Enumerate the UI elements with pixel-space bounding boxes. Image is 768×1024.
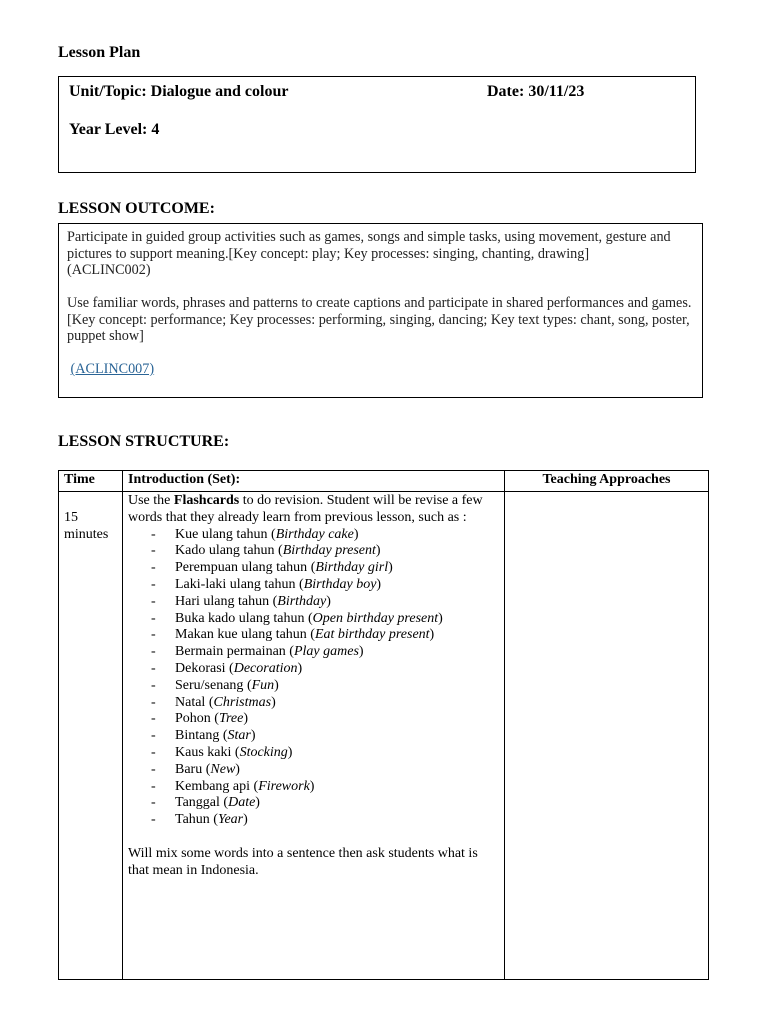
intro-paragraph: Use the Flashcards to do revision. Student will be revise a few words that they already learn from previous lesson, such as : [128, 493, 483, 525]
lesson-header-box [58, 76, 696, 173]
vocabulary-item: - Perempuan ulang tahun (Birthday girl) [128, 560, 499, 577]
vocabulary-item: - Kado ulang tahun (Birthday present) [128, 543, 499, 560]
vocabulary-item: - Bermain permainan (Play games) [128, 644, 499, 661]
lesson-structure-heading: LESSON STRUCTURE: [58, 433, 230, 450]
column-header-introduction: Introduction (Set): [123, 471, 505, 492]
lesson-outcome-box [58, 223, 703, 398]
outcome-code-1: (ACLINC002) [67, 262, 151, 278]
table-row [59, 492, 709, 980]
vocabulary-item: - Kue ulang tahun (Birthday cake) [128, 527, 499, 544]
vocabulary-item: - Hari ulang tahun (Birthday) [128, 594, 499, 611]
vocabulary-item: - Laki-laki ulang tahun (Birthday boy) [128, 577, 499, 594]
time-cell [59, 492, 123, 980]
year-level: Year Level: 4 [69, 121, 160, 138]
lesson-outcome-heading: LESSON OUTCOME: [58, 200, 215, 217]
vocabulary-item: - Natal (Christmas) [128, 695, 499, 712]
vocabulary-item: - Pohon (Tree) [128, 711, 499, 728]
vocabulary-item: - Baru (New) [128, 762, 499, 779]
unit-topic: Unit/Topic: Dialogue and colour [69, 83, 289, 100]
outcome-paragraph-1: Participate in guided group activities such as games, songs and simple tasks, using movement, gesture and pictures to support meaning.[Key concept: play; Key processes: singing, chanting, drawing] [67, 229, 671, 262]
vocabulary-item: - Bintang (Star) [128, 728, 499, 745]
vocabulary-item: - Dekorasi (Decoration) [128, 661, 499, 678]
lesson-date: Date: 30/11/23 [487, 83, 585, 100]
teaching-approaches-cell [505, 492, 709, 980]
column-header-teaching-approaches: Teaching Approaches [505, 471, 709, 492]
vocabulary-item: - Tahun (Year) [128, 812, 499, 829]
page-title: Lesson Plan [58, 44, 141, 61]
vocabulary-item: - Tanggal (Date) [128, 795, 499, 812]
vocabulary-item: - Kembang api (Firework) [128, 779, 499, 796]
column-header-time: Time [59, 471, 123, 492]
time-value: 15 minutes [64, 509, 109, 542]
vocabulary-item: - Makan kue ulang tahun (Eat birthday present) [128, 627, 499, 644]
vocabulary-list [128, 527, 499, 829]
table-header-row [59, 471, 709, 492]
introduction-cell [123, 492, 505, 980]
vocabulary-item: - Kaus kaki (Stocking) [128, 745, 499, 762]
lesson-structure-table [58, 470, 709, 980]
closing-paragraph: Will mix some words into a sentence then ask students what is that mean in Indonesia. [128, 845, 478, 878]
vocabulary-item: - Seru/senang (Fun) [128, 678, 499, 695]
outcome-paragraph-2: Use familiar words, phrases and patterns to create captions and participate in shared performances and games.[Key concept: performance; Key processes: performing, singing, dancing; Key text types: chant, song, poster, puppet show] [67, 295, 692, 344]
vocabulary-item: - Buka kado ulang tahun (Open birthday present) [128, 611, 499, 628]
flashcards-term: Flashcards [173, 493, 240, 508]
outcome-code-2-link[interactable]: (ACLINC007) [70, 361, 155, 377]
